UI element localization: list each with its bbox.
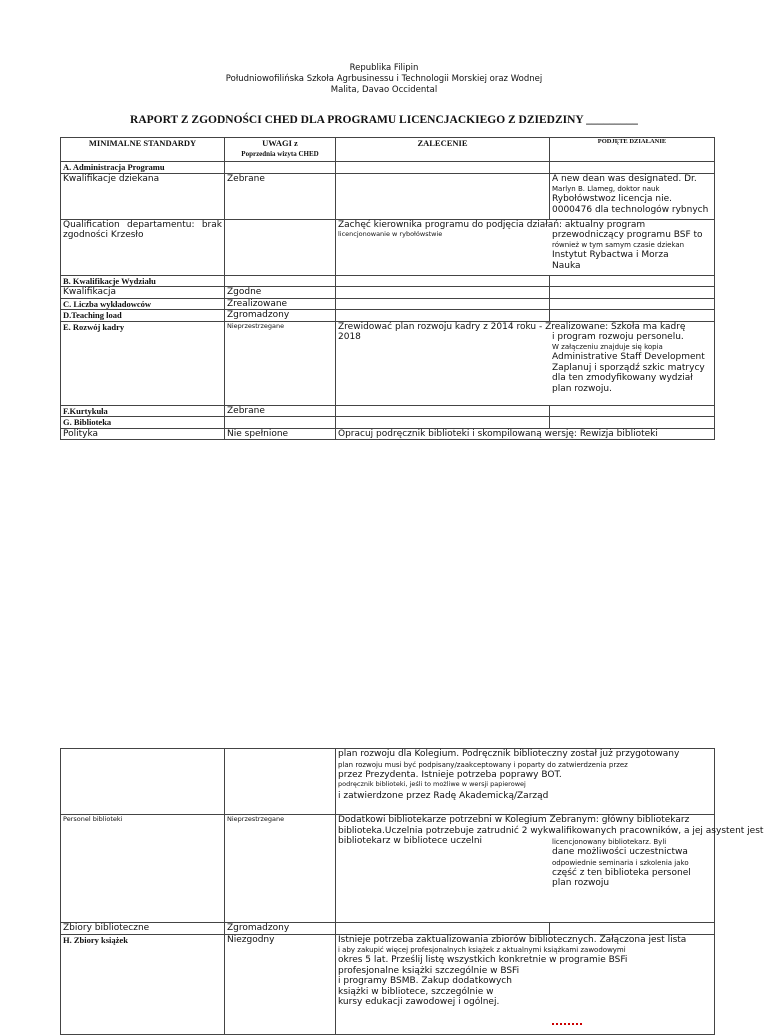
library-staff-remark: Nieprzestrzegane	[225, 815, 336, 923]
header-location: Malita, Davao Occidental	[330, 85, 438, 95]
book-collections-standard: H. Zbiory książek	[61, 934, 225, 1034]
library-manual-line: plan rozwoju dla Kolegium. Podręcznik biblioteczny został już przygotowany	[338, 749, 680, 759]
book-collections-line: i aby zakupić więcej profesjonalnych książek z aktualnymi książkami zawodowymi	[338, 946, 626, 954]
book-collections-line: i programy BSMB. Zakup dodatkowych	[338, 976, 512, 986]
staff-development-remark: Nieprzestrzegane	[225, 321, 336, 405]
library-staff-action-line: plan rozwoju	[552, 878, 610, 888]
dean-remark: Zebrane	[225, 173, 336, 219]
dean-action-line: Marlyn B. Llameg, doktor nauk	[552, 185, 660, 193]
staff-development-recommendation-action	[336, 321, 715, 405]
library-staff-standard: Personel biblioteki	[61, 815, 225, 923]
policy-remark: Nie spełnione	[225, 428, 336, 440]
dept-action-line: przewodniczący programu BSF to	[552, 229, 703, 240]
staff-development-action-line: Administrative Staff Development	[552, 352, 705, 362]
table-row	[61, 405, 715, 417]
library-staff-recommendation-line: biblioteka.Uczelnia potrzebuje zatrudnić 2 wykwalifikowanych pracowników, a jej asystent jest	[338, 825, 764, 836]
dept-action-line: również w tym samym czasie dziekan	[552, 241, 685, 249]
dean-action-line: A new dean was designated. Dr.	[552, 173, 697, 184]
col-header-standards: MINIMALNE STANDARDY	[61, 138, 225, 162]
table-header-row	[61, 138, 715, 162]
library-manual-line: i zatwierdzone przez Radę Akademicką/Zarząd	[338, 791, 549, 801]
book-collections-line: kursy edukacji zawodowej i ogólnej.	[338, 997, 500, 1007]
library-manual-line: przez Prezydenta. Istnieje potrzeba poprawy BOT.	[338, 769, 562, 780]
library-manual-line: plan rozwoju musi być podpisany/zaakceptowany i poparty do zatwierdzenia przez	[338, 760, 628, 769]
staff-development-action-line: W załączeniu znajduje się kopia	[552, 343, 663, 351]
book-collections-recommendation	[336, 934, 715, 1034]
col-header-recommendation: ZALECENIE	[336, 138, 550, 162]
book-collections-line: profesjonalne książki szczególnie w BSFi	[338, 965, 520, 976]
dept-recommendation-action	[336, 219, 715, 275]
library-staff-action-line: odpowiednie seminaria i szkolenia jako	[552, 858, 689, 867]
dept-recommendation-line: licencjonowanie w rybołówstwie	[338, 230, 443, 238]
dept-recommendation-line: Zachęć kierownika programu do podjęcia działań: aktualny program	[338, 219, 646, 230]
qualification-remark: Zgodne	[225, 287, 336, 299]
table-row	[61, 173, 715, 219]
staff-development-action-line: plan rozwoju.	[552, 383, 612, 394]
table-row	[61, 428, 715, 440]
lecturer-count-remark: Zrealizowane	[225, 298, 336, 310]
curriculum-remark: Zebrane	[225, 405, 336, 417]
col-header-remarks-line2: Poprzednia wizyta CHED	[241, 149, 319, 158]
staff-development-action-line: Zaplanuj i sporządź szkic matrycy	[552, 362, 705, 373]
col-header-remarks	[225, 138, 336, 162]
teaching-load-remark: Zgromadzony	[225, 310, 336, 322]
library-collections-standard: Zbiory biblioteczne	[61, 923, 225, 935]
policy-recommendation: Opracuj podręcznik biblioteki i skompilowaną wersję: Rewizja biblioteki	[336, 428, 715, 440]
compliance-table-bottom	[60, 748, 764, 1035]
book-collections-remark: Niezgodny	[225, 934, 336, 1034]
library-staff-action-line: część z ten biblioteka personel	[552, 867, 691, 878]
library-manual-continued	[336, 749, 715, 815]
library-staff-action-line: dane możliwości uczestnictwa	[552, 847, 688, 857]
policy-standard: Polityka	[61, 428, 225, 440]
staff-development-standard: E. Rozwój kadry	[61, 321, 225, 405]
dept-standard: Qualification departamentu: brak zgodności Krzesło	[61, 219, 225, 275]
dean-standard: Kwalifikacje dziekana	[61, 173, 225, 219]
book-collections-line: Istnieje potrzeba zaktualizowania zbiorów bibliotecznych. Załączona jest lista	[338, 934, 687, 945]
table-row	[61, 815, 715, 923]
library-staff-recommendation-action	[336, 815, 764, 923]
staff-development-recommendation-line: 2018	[338, 332, 361, 342]
header-school: Południowofilińska Szkoła Agrbusinessu i Technologii Morskiej oraz Wodnej	[225, 74, 543, 84]
table-row	[61, 287, 715, 299]
table-row	[61, 219, 715, 275]
library-staff-recommendation-line: Dodatkowi bibliotekarze potrzebni w Kolegium Zebranym: główny bibliotekarz	[338, 815, 690, 825]
dept-action-line: Instytut Rybactwa i Morza	[552, 250, 669, 260]
staff-development-action-line: i program rozwoju personelu.	[552, 331, 684, 342]
section-a: A. Administracja Programu	[61, 162, 225, 174]
teaching-load-standard: D.Teaching load	[61, 310, 225, 322]
dean-action-line: 0000476 dla technologów rybnych	[552, 204, 709, 215]
col-header-remarks-line1: UWAGI z	[262, 138, 298, 148]
table-row	[61, 162, 715, 174]
red-mark	[552, 1023, 582, 1028]
table-row	[61, 298, 715, 310]
compliance-table-top	[60, 137, 715, 440]
section-g: G. Biblioteka	[61, 417, 225, 429]
book-collections-line: okres 5 lat. Prześlij listę wszystkich konkretnie w programie BSFi	[338, 955, 628, 965]
library-staff-recommendation-line: bibliotekarz w bibliotece uczelni	[338, 836, 483, 846]
table-row	[61, 749, 715, 815]
table-row	[61, 310, 715, 322]
library-manual-line: podręcznik biblioteki, jeśli to możliwe w wersji papierowej	[338, 780, 526, 788]
col-header-action: PODJĘTE DZIAŁANIE	[550, 138, 715, 162]
book-collections-line: książki w bibliotece, szczególnie w	[338, 986, 494, 997]
header-country: Republika Filipin	[349, 63, 419, 73]
dean-action	[550, 173, 715, 219]
table-row	[61, 934, 715, 1034]
report-title: RAPORT Z ZGODNOŚCI CHED DLA PROGRAMU LICENCJACKIEGO Z DZIEDZINY _________	[130, 114, 638, 126]
table-row	[61, 321, 715, 405]
staff-development-action-line: dla ten zmodyfikowany wydział	[552, 373, 693, 383]
table-row	[61, 923, 715, 935]
table-row	[61, 417, 715, 429]
curriculum-standard: F.Kurtykuła	[61, 405, 225, 417]
staff-development-recommendation-line: Zrewidować plan rozwoju kadry z 2014 roku - Zrealizowane: Szkoła ma kadrę	[338, 321, 686, 332]
dean-action-line: Rybołówstwoz licencja nie.	[552, 194, 673, 204]
table-row	[61, 275, 715, 287]
section-b: B. Kwalifikacje Wydziału	[61, 275, 225, 287]
library-staff-action-line: licencjonowany bibliotekarz. Byli	[552, 838, 667, 846]
lecturer-count-standard: C. Liczba wykładowców	[61, 298, 225, 310]
library-collections-remark: Zgromadzony	[225, 923, 336, 935]
qualification-standard: Kwalifikacja	[61, 287, 225, 299]
dept-action-line: Nauka	[552, 260, 581, 271]
